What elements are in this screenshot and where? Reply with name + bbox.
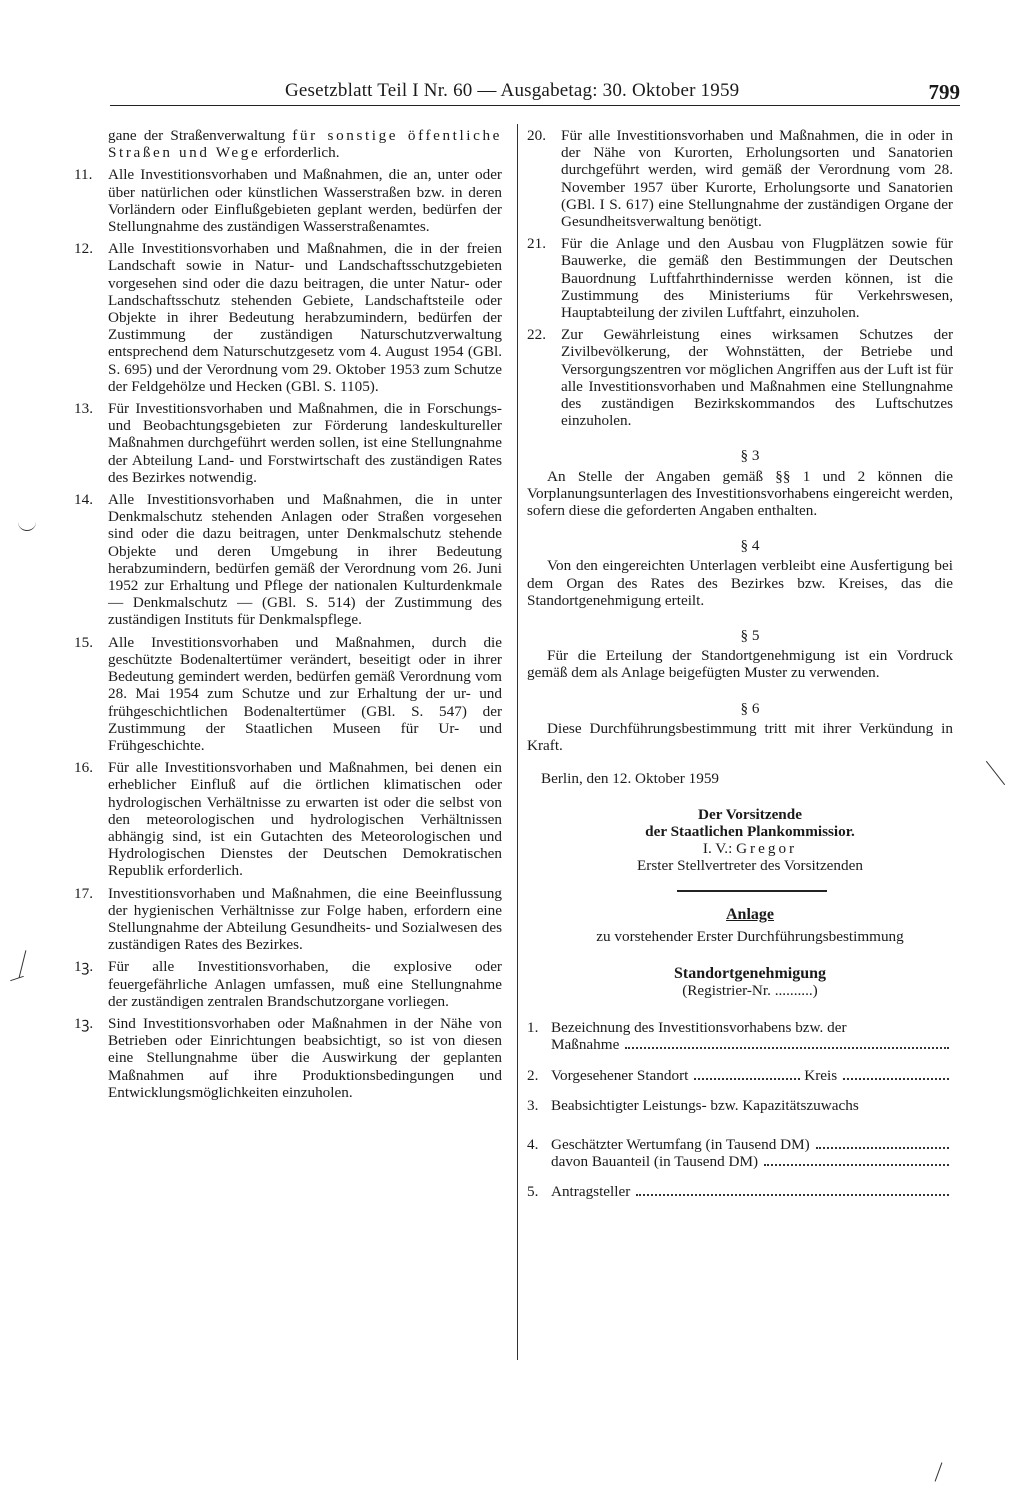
place-date: Berlin, den 12. Oktober 1959 — [541, 770, 720, 788]
field-label-bauanteil: davon Bauanteil (in Tausend DM) — [551, 1153, 759, 1171]
section-heading-6: § 6 — [740, 699, 760, 717]
annex-title: Anlage — [726, 906, 774, 924]
list-item-21 — [527, 235, 953, 321]
form-title: Standortgenehmigung — [673, 964, 827, 982]
field-line-2 — [551, 1036, 953, 1053]
fill-in-dots — [843, 1078, 949, 1080]
list-item-19 — [74, 1015, 502, 1101]
section-text-5: Für die Erteilung der Standortgenehmigung ist ein Vordruck gemäß dem als Anlage beigefügten Muster zu verwenden. — [527, 647, 953, 682]
left-column — [74, 127, 502, 1106]
item-text: Alle Investitionsvorhaben und Maßnahmen, die an, unter oder über natürlichen oder künstlichen Wasserstraßen bzw. in deren Vorländern oder Einflußgebieten geplant werden, bedürfen der Stellungnahme des zuständigen Wasserstraßenamtes. — [108, 166, 502, 236]
item-text: Für alle Investitionsvorhaben und Maßnahmen, die in oder in der Nähe von Kurorten, Erholungsorten und Sanatorien durchgeführt werden, wird gemäß der Verordnung vom 28. November 1957 über Kurorte, Erholungsorte und Sanatorien (GBl. I S. 617) eine Stellungnahme der zuständigen Organe der Gesundheitsverwaltung benötigt. — [561, 127, 953, 231]
header-rule — [110, 105, 960, 106]
fill-in-dots — [694, 1078, 800, 1080]
field-number: 4. — [527, 1135, 539, 1153]
section-heading-3: § 3 — [740, 447, 760, 465]
field-number: 1. — [527, 1019, 539, 1037]
item-text: Zur Gewährleistung eines wirksamen Schutzes der Zivilbevölkerung, der Wohnstätten, der Betriebe und Versorgungszentren vor möglichen Angriffen aus der Luft ist für alle Investitionsvorhaben und Maßnahmen eine Stellungnahme des zuständigen Bezirkskommandos des Luftschutzes einzuholen. — [561, 326, 953, 430]
form-field-2 — [527, 1067, 953, 1084]
margin-mark-bottom — [935, 1462, 943, 1481]
margin-mark-left-bottom — [19, 950, 27, 977]
section-text-6: Diese Durchführungsbestimmung tritt mit ihrer Verkündung in Kraft. — [527, 719, 953, 755]
item-number: 22. — [527, 326, 546, 344]
field-line-2 — [551, 1153, 953, 1170]
item-text: Alle Investitionsvorhaben und Maßnahmen, die in unter Denkmalschutz stehenden Anlagen oder Straßen vorgesehen sind oder die dazu beitragen, unter Denkmalschutz stehende Objekte und deren Umgebung in ihrer Bedeutung herabzumindern, bedürfen gemäß der Verordnung vom 26. Juni 1952 zur Erhaltung und Pflege der nationalen Kulturdenkmale — Denkmalschutz — (GBl. S. 514) der Zustimmung des zuständigen Instituts für Denkmalspflege. — [108, 491, 502, 629]
list-item-13 — [74, 400, 502, 486]
item-text: Für Investitionsvorhaben und Maßnahmen, die in Forschungs- und Beobachtungsgebieten zur Förderung landeskultureller Maßnahmen durchgeführt werden sollen, ist eine Stellungnahme der Abteilung Land- und Forstwirtschaft des zuständigen Rates des Bezirkes notwendig. — [108, 400, 502, 486]
section-text-4: Von den eingereichten Unterlagen verbleibt eine Ausfertigung bei dem Organ des Rates des Bezirkes bzw. Kreises, das die Standortgenehmigung erteilt. — [527, 557, 953, 609]
item-text: Für die Anlage und den Ausbau von Flugplätzen sowie für Bauwerke, die gemäß den Bestimmungen der Deutschen Bauordnung Luftfahrthindernisse werden können, ist die Zustimmung des Ministeriums für Verkehrswesen, Hauptabteilung der zivilen Luftfahrt, einzuholen. — [561, 235, 953, 322]
field-label-standort: Vorgesehener Standort — [551, 1066, 689, 1084]
signature-prefix: I. V.: — [702, 839, 733, 857]
form-field-1 — [527, 1019, 953, 1053]
section-heading-5: § 5 — [740, 627, 760, 645]
annex-subtitle: zu vorstehender Erster Durchführungsbestimmung — [596, 927, 904, 945]
separator-rule — [677, 890, 827, 892]
item-number: 11. — [74, 166, 93, 184]
intro-text-c: erforderlich. — [264, 144, 340, 162]
field-line — [551, 1067, 953, 1084]
item-number: 1ꝫ. — [74, 1014, 94, 1032]
form-subtitle: (Registrier-Nr. ..........) — [682, 981, 818, 999]
signature-line-1: Der Vorsitzende — [698, 805, 802, 823]
section-heading-4: § 4 — [740, 537, 760, 555]
item-text: Alle Investitionsvorhaben und Maßnahmen, durch die geschützte Bodenaltertümer verändert, beseitigt oder in ihrer Bedeutung gemindert werden, bedürfen gemäß Verordnung vom 28. Mai 1954 zum Schutze und zur Erhaltung der ur- und frühgeschichtlichen Bodenaltertümer (GBl. S. 547) der Zustimmung der Staatlichen Museen für Ur- und Frühgeschichte. — [108, 633, 502, 754]
item-number: 13. — [74, 400, 93, 418]
signature-block — [527, 806, 953, 875]
list-item-16 — [74, 759, 502, 879]
form-field-5 — [527, 1183, 953, 1200]
list-item-12 — [74, 240, 502, 395]
field-line-1 — [551, 1136, 953, 1153]
signature-line-2: der Staatlichen Plankommissior. — [645, 822, 855, 840]
field-number: 5. — [527, 1183, 539, 1201]
fill-in-dots — [816, 1147, 949, 1149]
intro-text-a: gane der Straßenverwaltung — [108, 127, 286, 144]
field-label-line-1: Bezeichnung des Investitionsvorhabens bzw. der — [551, 1019, 847, 1037]
list-item-11 — [74, 166, 502, 235]
signature-line-4: Erster Stellvertreter des Vorsitzenden — [637, 857, 863, 875]
item-number: 20. — [527, 127, 546, 144]
column-divider — [517, 124, 518, 1360]
intro-continuation — [74, 127, 502, 161]
field-label-kreis: Kreis — [804, 1066, 838, 1084]
form-fields — [527, 1019, 953, 1200]
list-item-14 — [74, 491, 502, 629]
list-item-22 — [527, 326, 953, 429]
field-label-line-2: Maßnahme — [551, 1036, 620, 1054]
item-text: Für alle Investitionsvorhaben, die explosive oder feuergefährliche Anlagen umfassen, muß eine Stellungnahme der zuständigen zentralen Brandschutzorgane vorliegen. — [108, 958, 502, 1010]
section-text-3: An Stelle der Angaben gemäß §§ 1 und 2 können die Vorplanungsunterlagen des Investitionsvorhabens eingereicht werden, sofern diese die geforderten Angaben enthalten. — [527, 467, 953, 520]
item-number: 14. — [74, 491, 93, 509]
field-label-antragsteller: Antragsteller — [551, 1183, 631, 1201]
fill-in-dots — [625, 1047, 949, 1049]
item-text: Alle Investitionsvorhaben und Maßnahmen, die in der freien Landschaft sowie in Natur- und Landschaftsschutzgebieten vorgesehen sind oder die dazu beitragen, die unter Natur- oder Landschaftsschutz stehenden Gebiete, Landschaftsteile oder Objekte in ihrer Bedeutung herabzumindern, bedürfen der Zustimmung der zuständigen Naturschutzverwaltung entsprechend dem Naturschutzgesetz vom 4. August 1954 (GBl. S. 695) und der Verordnung vom 29. Oktober 1953 zum Schutze der Feldgehölze und Hecken (GBl. S. 1105). — [108, 240, 502, 395]
page-number: 799 — [928, 80, 960, 104]
field-number: 2. — [527, 1066, 539, 1084]
signature-name: Gregor — [736, 839, 798, 857]
signature-line-3 — [547, 840, 953, 857]
margin-mark-left-top — [18, 520, 36, 531]
margin-mark-right — [986, 761, 1005, 785]
intro-text-b: für sonstige öffentliche Straßen und Wege — [108, 127, 503, 162]
list-item-18 — [74, 958, 502, 1010]
field-line — [551, 1183, 953, 1200]
field-number: 3. — [527, 1096, 539, 1114]
item-number: 21. — [527, 235, 546, 253]
item-number: 15. — [74, 633, 93, 651]
item-number: 1ꝫ. — [74, 958, 94, 976]
item-number: 16. — [74, 759, 93, 777]
list-item-17 — [74, 885, 502, 954]
right-column — [527, 127, 953, 1214]
page-header — [110, 80, 960, 112]
item-number: 12. — [74, 240, 93, 258]
field-label-wertumfang: Geschätzter Wertumfang (in Tausend DM) — [551, 1135, 810, 1153]
margin-mark-left-bottom-2 — [10, 976, 24, 981]
list-item-20 — [527, 127, 953, 230]
form-field-4 — [527, 1136, 953, 1170]
fill-in-dots — [636, 1194, 949, 1196]
item-text: Für alle Investitionsvorhaben und Maßnahmen, bei denen ein erheblicher Einfluß auf die örtlichen klimatischen oder hydrologischen Verhältnisse zu erwarten ist oder die selbst von den meteorologischen und hydrologischen Verhältnissen abhängig sind, ist ein Gutachten des Meteorologischen und Hydrologischen Dienstes der Deutschen Demokratischen Republik erforderlich. — [108, 759, 502, 880]
field-label: Beabsichtigter Leistungs- bzw. Kapazitätszuwachs — [551, 1096, 859, 1114]
list-item-15 — [74, 634, 502, 754]
item-text: Investitionsvorhaben und Maßnahmen, die eine Beeinflussung der hygienischen Verhältnisse zur Folge haben, erfordern eine Stellungnahme der Abteilung Gesundheits- und Sozialwesen des zuständigen Rates des Bezirkes. — [108, 884, 502, 954]
fill-in-dots — [764, 1164, 949, 1166]
item-number: 17. — [74, 884, 93, 902]
form-field-3 — [527, 1097, 953, 1114]
header-title: Gesetzblatt Teil I Nr. 60 — Ausgabetag: 30. Oktober 1959 — [285, 80, 740, 101]
item-text: Sind Investitionsvorhaben oder Maßnahmen in der Nähe von Betrieben oder Einrichtungen beabsichtigt, so ist von diesen eine Stellungnahme über die Auswirkung der geplanten Maßnahmen auf ihre Produktionsbedingungen und Entwicklungsmöglichkeiten einzuholen. — [108, 1014, 502, 1101]
